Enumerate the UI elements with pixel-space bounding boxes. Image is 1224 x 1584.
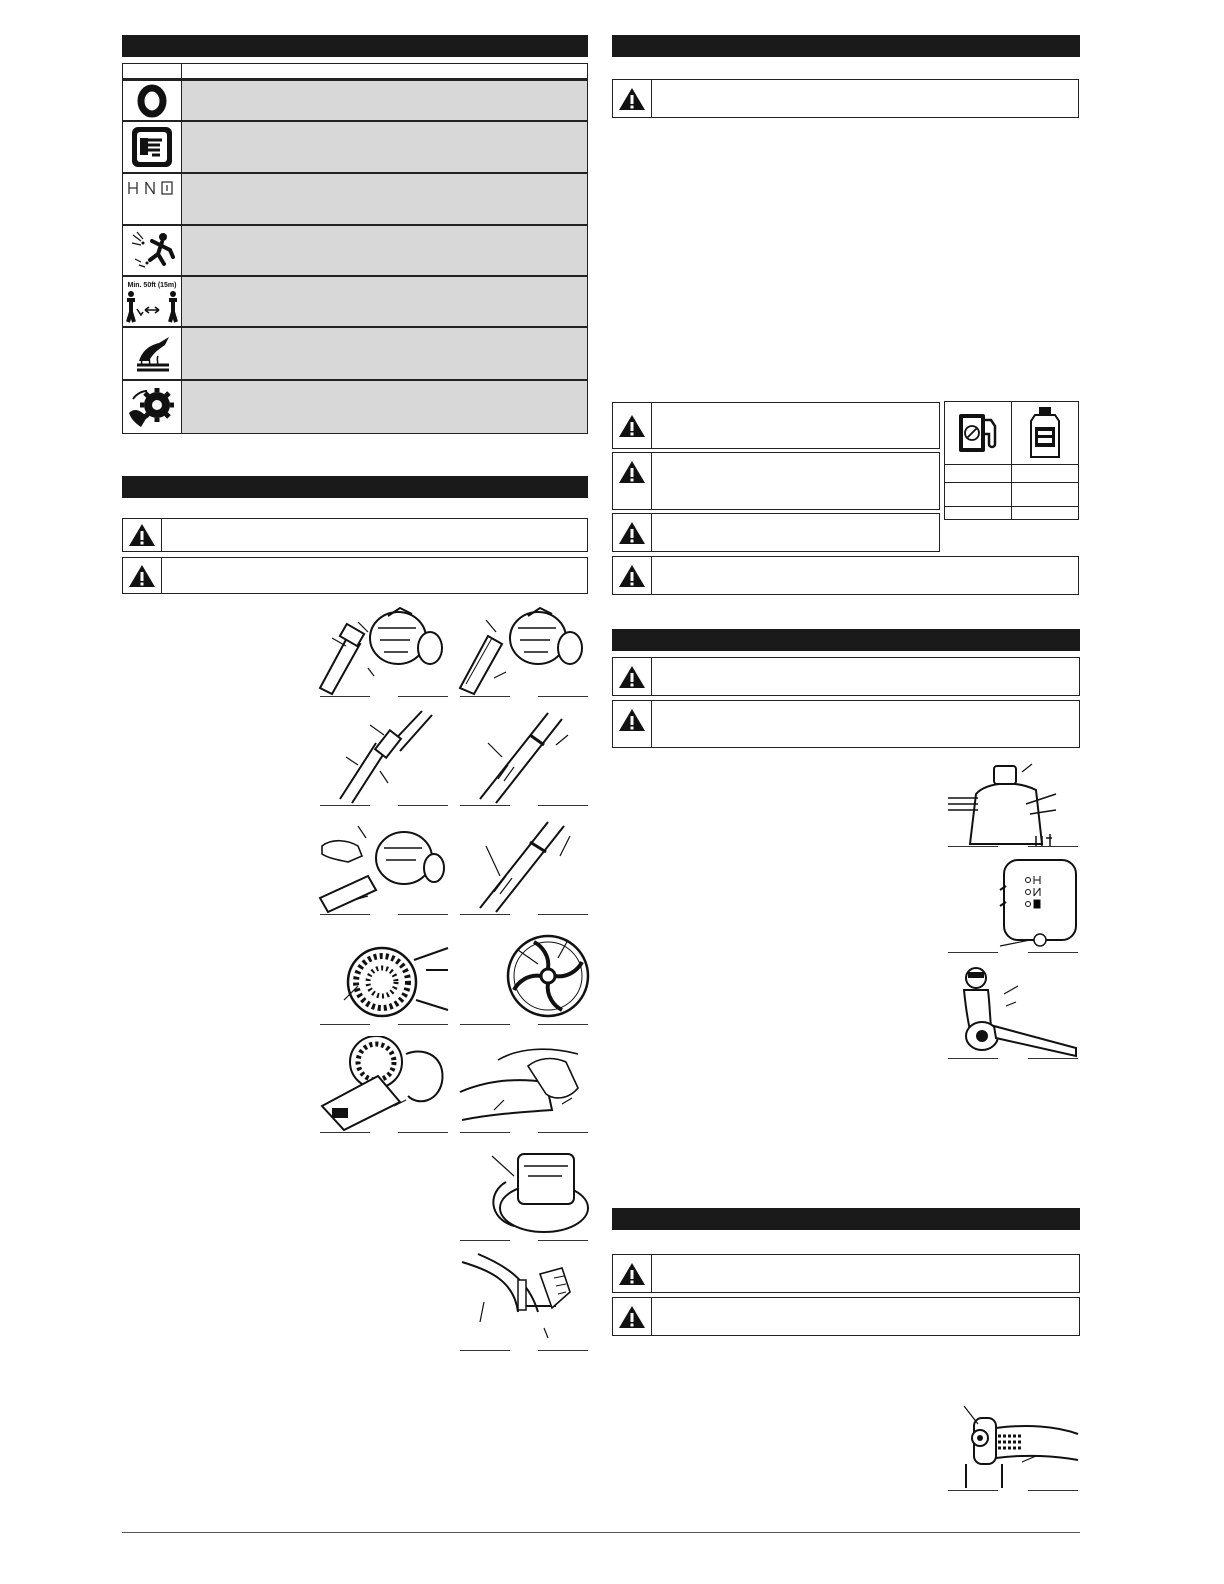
- table-row: [123, 224, 587, 275]
- warning-triangle-icon: [618, 1261, 646, 1287]
- stop-circle-icon: [123, 81, 182, 120]
- figure-intake-cover: [318, 940, 450, 1026]
- figure-throttle-switch: [946, 760, 1080, 848]
- ignition-positions-icon: [123, 174, 182, 224]
- warning-box: [612, 402, 940, 449]
- warning-box: [612, 1297, 1080, 1336]
- figure-vacuum-tube-install: [318, 1036, 450, 1134]
- figure-impeller: [458, 930, 590, 1026]
- thrown-objects-icon: [123, 226, 182, 275]
- warning-triangle-icon: [618, 520, 646, 546]
- table-row: [123, 120, 587, 172]
- rotating-impeller-icon: [123, 381, 182, 433]
- warning-box: [122, 518, 588, 552]
- warning-box: [612, 700, 1080, 748]
- figure-blower-tube-attach-1: [318, 598, 450, 698]
- warning-box: [612, 1254, 1080, 1293]
- fuel-pump-no-ethanol-icon: [945, 402, 1012, 464]
- warning-triangle-icon: [618, 664, 646, 690]
- warning-triangle-icon: [618, 707, 646, 733]
- section-header-bar-operating: [612, 1208, 1080, 1230]
- figure-ignition-switch-panel: [946, 856, 1080, 954]
- bystander-distance-icon: [123, 277, 182, 326]
- warning-triangle-icon: [618, 1304, 646, 1330]
- fuel-mix-panel: [944, 401, 1079, 520]
- figure-tube-connect-2: [458, 707, 590, 807]
- section-header-bar-symbols: [122, 35, 588, 57]
- safety-symbols-table: [122, 63, 588, 434]
- table-row: [123, 79, 587, 120]
- section-header-bar-fueling: [612, 35, 1080, 57]
- table-header: [123, 64, 587, 79]
- warning-box: [612, 79, 1079, 118]
- min-distance-label: Min. 50ft (15m): [127, 281, 177, 289]
- figure-hand-lock-tube: [318, 816, 450, 916]
- figure-tube-slot: [458, 816, 590, 916]
- table-row: [123, 275, 587, 326]
- footer-rule: [122, 1532, 1080, 1533]
- warning-box: [612, 556, 1079, 595]
- warning-box: [612, 657, 1080, 696]
- table-row: [123, 379, 587, 433]
- figure-bag-zipper: [458, 1252, 590, 1352]
- hot-surface-icon: [123, 328, 182, 379]
- warning-triangle-icon: [128, 563, 156, 589]
- warning-box: [612, 452, 940, 510]
- figure-operator-starting: [946, 964, 1080, 1060]
- section-header-bar-assembly: [122, 476, 588, 498]
- table-row: [123, 326, 587, 379]
- oil-bottle-icon: [1011, 402, 1078, 464]
- figure-throttle-handle-grip: [946, 1398, 1080, 1492]
- figure-blower-tube-attach-2: [458, 598, 590, 698]
- table-row: [123, 172, 587, 224]
- figure-tube-clamp-hand: [458, 1040, 590, 1134]
- figure-collection-bag-attach: [458, 1142, 590, 1242]
- warning-triangle-icon: [618, 86, 646, 112]
- warning-triangle-icon: [618, 459, 646, 485]
- warning-box: [612, 513, 940, 552]
- figure-tube-connect-1: [318, 707, 450, 807]
- warning-triangle-icon: [128, 522, 156, 548]
- warning-triangle-icon: [618, 413, 646, 439]
- section-header-bar-starting: [612, 629, 1080, 651]
- warning-box: [122, 557, 588, 594]
- warning-triangle-icon: [618, 563, 646, 589]
- choke-control-icon: [123, 122, 182, 172]
